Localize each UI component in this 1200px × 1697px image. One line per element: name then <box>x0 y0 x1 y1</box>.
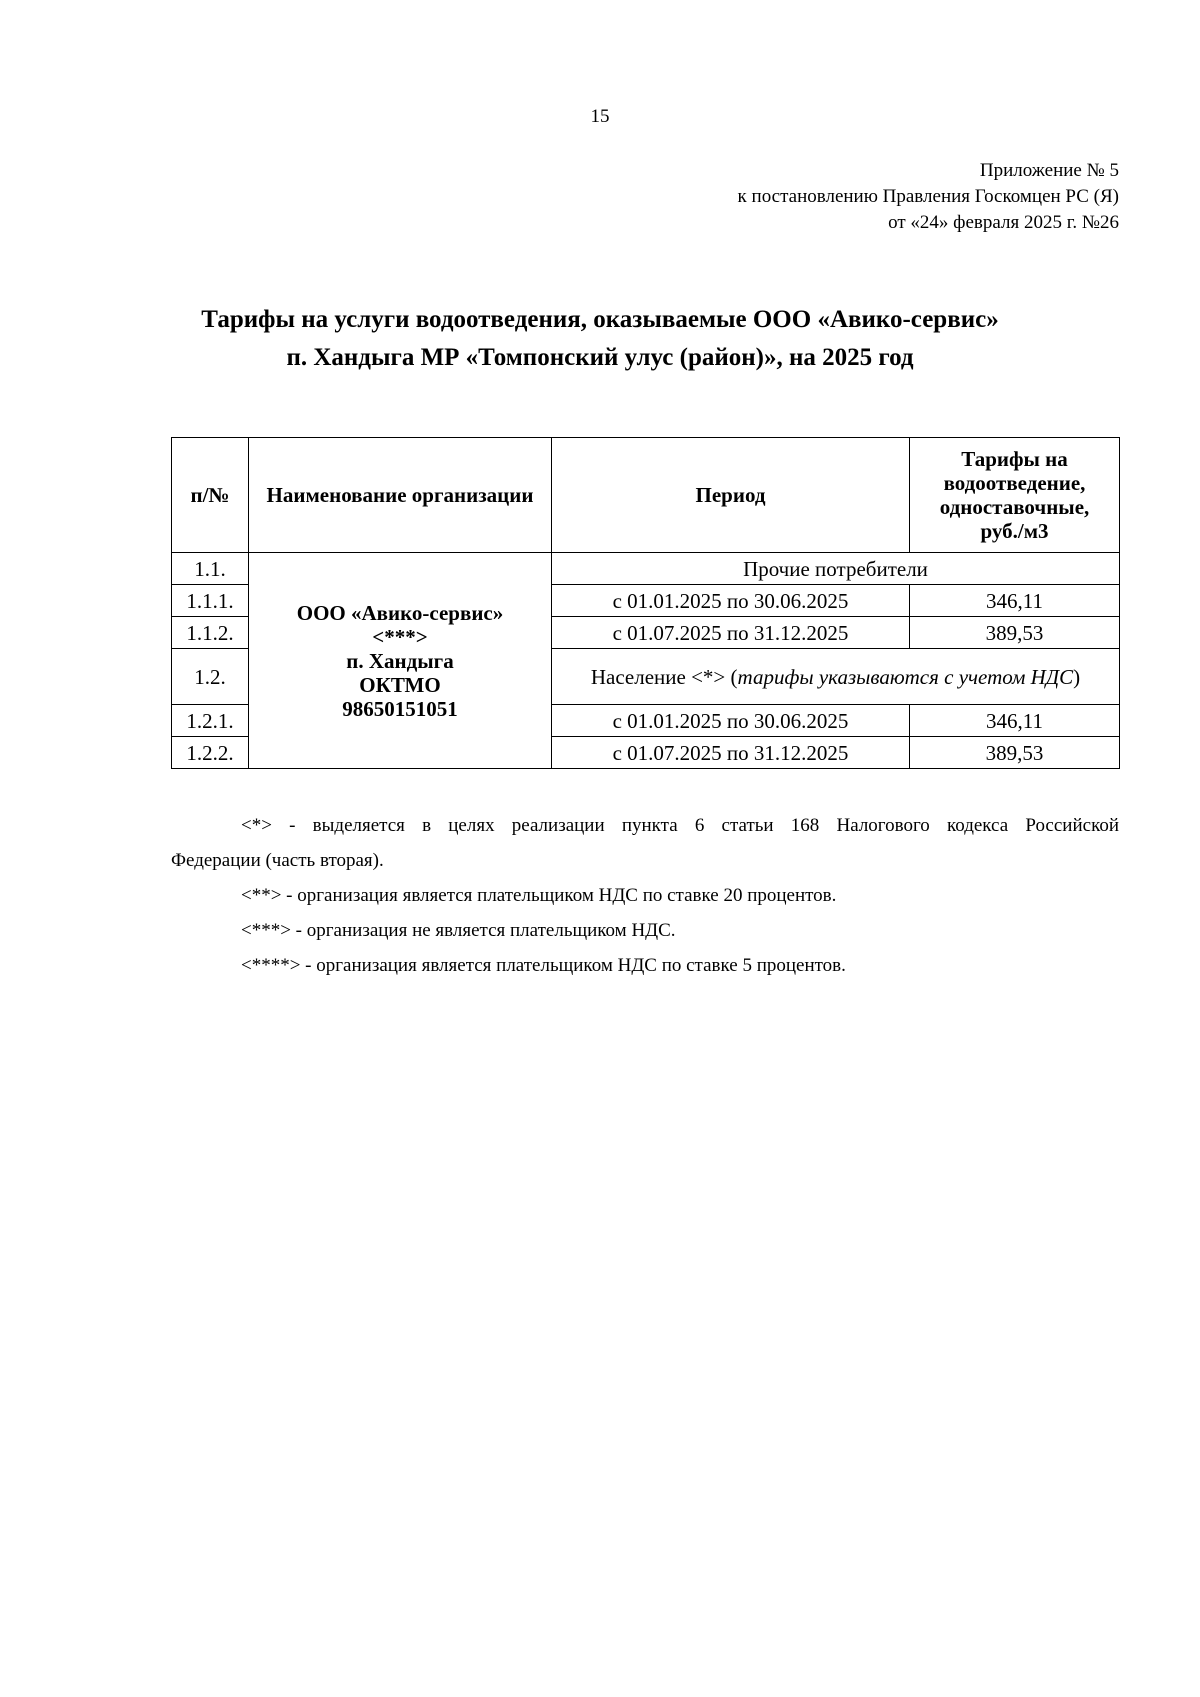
row-period: с 01.01.2025 по 30.06.2025 <box>552 705 910 737</box>
row-num: 1.1. <box>172 553 249 585</box>
appendix-block <box>738 158 1119 236</box>
footnote-4: <****> - организация является плательщиком НДС по ставке 5 процентов. <box>241 955 846 976</box>
row-tariff: 389,53 <box>910 617 1120 649</box>
group-label: Прочие потребители <box>552 553 1120 585</box>
row-num: 1.1.2. <box>172 617 249 649</box>
row-tariff: 346,11 <box>910 585 1120 617</box>
group-prefix: Население <*> ( <box>590 664 738 689</box>
organization-cell <box>249 553 552 769</box>
footnote-1-line-2: Федерации (часть вторая). <box>171 850 384 871</box>
row-period: с 01.07.2025 по 31.12.2025 <box>552 737 910 769</box>
row-num: 1.2.2. <box>172 737 249 769</box>
row-tariff: 346,11 <box>910 705 1120 737</box>
table-header-row <box>172 438 1120 553</box>
footnote-1-line-1: <*> - выделяется в целях реализации пункта 6 статьи 168 Налогового кодекса Российской <box>241 815 1119 836</box>
group-suffix: ) <box>1073 664 1081 689</box>
tariff-table <box>171 437 1120 769</box>
title-line-2: п. Хандыга МР «Томпонский улус (район)», на 2025 год <box>286 344 914 371</box>
group-label-population <box>552 649 1120 705</box>
org-vat-mark: <***> <box>372 624 428 649</box>
appendix-date: от «24» февраля 2025 г. №26 <box>888 212 1119 233</box>
title-line-1: Тарифы на услуги водоотведения, оказываемые ООО «Авико-сервис» <box>201 306 999 333</box>
org-settlement: п. Хандыга <box>346 648 454 673</box>
appendix-number: Приложение № 5 <box>979 160 1119 181</box>
header-num: п/№ <box>172 438 249 553</box>
document-title <box>100 301 1100 377</box>
footnotes <box>171 808 1119 983</box>
row-period: с 01.07.2025 по 31.12.2025 <box>552 617 910 649</box>
row-num: 1.2. <box>172 649 249 705</box>
org-oktmo-code: 98650151051 <box>342 696 458 721</box>
footnote-2: <**> - организация является плательщиком НДС по ставке 20 процентов. <box>241 885 837 906</box>
footnote-3: <***> - организация не является плательщиком НДС. <box>241 920 676 941</box>
group-vat-note: тарифы указываются с учетом НДС <box>737 664 1074 689</box>
header-period: Период <box>552 438 910 553</box>
row-tariff: 389,53 <box>910 737 1120 769</box>
row-num: 1.1.1. <box>172 585 249 617</box>
row-num: 1.2.1. <box>172 705 249 737</box>
appendix-reference: к постановлению Правления Госкомцен РС (Я) <box>737 186 1119 207</box>
row-period: с 01.01.2025 по 30.06.2025 <box>552 585 910 617</box>
header-org: Наименование организации <box>249 438 552 553</box>
org-oktmo-label: ОКТМО <box>359 672 441 697</box>
table-row <box>172 553 1120 585</box>
header-tariff: Тарифы на водоотведение, одноставочные, руб./м3 <box>910 438 1120 553</box>
org-name: ООО «Авико-сервис» <box>296 600 504 625</box>
page-number: 15 <box>590 106 610 127</box>
